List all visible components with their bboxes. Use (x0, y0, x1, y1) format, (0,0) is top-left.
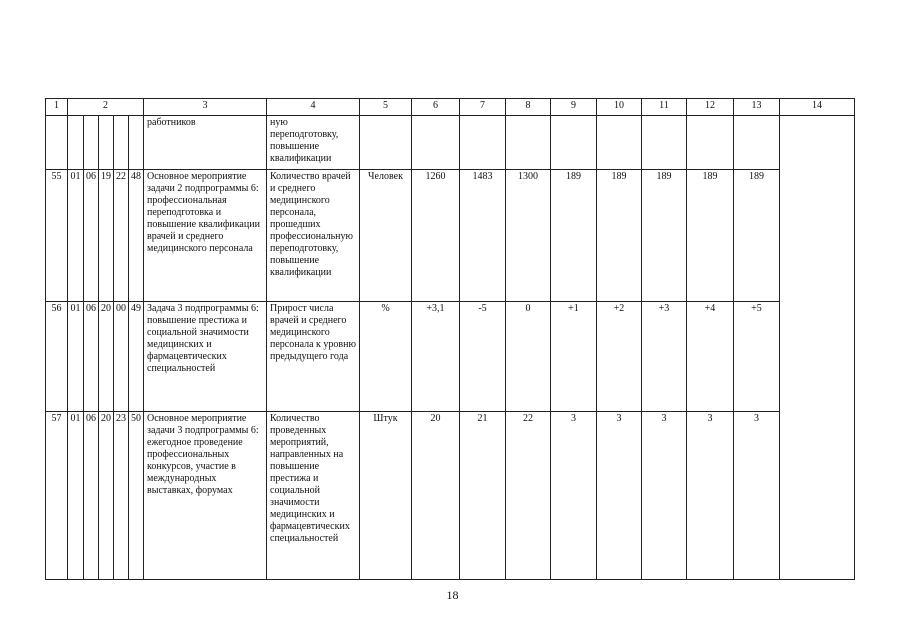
unit-cell (360, 116, 412, 170)
indicator-cell: ную переподготовку, повышение квалификации (267, 116, 360, 170)
header-cell: 7 (460, 99, 506, 116)
code-cell: 06 (84, 412, 99, 580)
value-cell: 0 (506, 302, 551, 412)
value-cell: 189 (734, 170, 780, 302)
value-cell: 189 (642, 170, 687, 302)
value-cell (551, 116, 597, 170)
code-cell: 01 (68, 412, 84, 580)
header-row (46, 99, 855, 116)
code-cell: 00 (114, 302, 129, 412)
code-cell: 48 (129, 170, 144, 302)
table-body (46, 99, 855, 580)
value-cell: +3,1 (412, 302, 460, 412)
value-cell: +4 (687, 302, 734, 412)
code-cell (84, 116, 99, 170)
value-cell (460, 116, 506, 170)
value-cell: 1483 (460, 170, 506, 302)
value-cell (597, 116, 642, 170)
code-cell (99, 116, 114, 170)
value-cell: 189 (551, 170, 597, 302)
value-cell: 189 (597, 170, 642, 302)
unit-cell: Человек (360, 170, 412, 302)
code-cell: 22 (114, 170, 129, 302)
code-cell: 20 (99, 412, 114, 580)
header-cell: 11 (642, 99, 687, 116)
unit-cell: Штук (360, 412, 412, 580)
value-cell: 3 (597, 412, 642, 580)
value-cell: 1300 (506, 170, 551, 302)
header-cell: 10 (597, 99, 642, 116)
code-cell: 55 (46, 170, 68, 302)
table-row (46, 302, 855, 412)
value-cell: -5 (460, 302, 506, 412)
code-cell: 50 (129, 412, 144, 580)
name-cell: Основное мероприятие задачи 2 подпрограммы 6: профессиональная переподготовка и повышение квалификации врачей и среднего медицинского персонала (144, 170, 267, 302)
value-cell: 3 (734, 412, 780, 580)
code-cell: 06 (84, 302, 99, 412)
header-cell: 12 (687, 99, 734, 116)
code-cell: 06 (84, 170, 99, 302)
code-cell (68, 116, 84, 170)
name-cell: работников (144, 116, 267, 170)
value-cell: 3 (642, 412, 687, 580)
column-14-cell (780, 116, 855, 580)
value-cell: 20 (412, 412, 460, 580)
value-cell (506, 116, 551, 170)
code-cell: 19 (99, 170, 114, 302)
code-cell: 23 (114, 412, 129, 580)
value-cell: +3 (642, 302, 687, 412)
value-cell (412, 116, 460, 170)
table-row (46, 170, 855, 302)
name-cell: Задача 3 подпрограммы 6: повышение престижа и социальной значимости медицинских и фармацевтических специальностей (144, 302, 267, 412)
code-cell: 20 (99, 302, 114, 412)
value-cell (687, 116, 734, 170)
page-number: 18 (446, 588, 459, 602)
table-row (46, 412, 855, 580)
header-cell: 14 (780, 99, 855, 116)
code-cell (114, 116, 129, 170)
value-cell (642, 116, 687, 170)
value-cell: 3 (551, 412, 597, 580)
name-cell: Основное мероприятие задачи 3 подпрограммы 6: ежегодное проведение профессиональных конкурсов, участие в международных выставках, форумах (144, 412, 267, 580)
unit-cell: % (360, 302, 412, 412)
header-cell: 1 (46, 99, 68, 116)
header-cell: 4 (267, 99, 360, 116)
value-cell: 22 (506, 412, 551, 580)
code-cell: 56 (46, 302, 68, 412)
header-cell: 3 (144, 99, 267, 116)
value-cell: +1 (551, 302, 597, 412)
header-cell: 2 (68, 99, 144, 116)
value-cell (734, 116, 780, 170)
code-cell (129, 116, 144, 170)
header-cell: 6 (412, 99, 460, 116)
value-cell: 1260 (412, 170, 460, 302)
code-cell: 49 (129, 302, 144, 412)
code-cell: 57 (46, 412, 68, 580)
value-cell: 21 (460, 412, 506, 580)
indicator-cell: Количество врачей и среднего медицинского персонала, прошедших профессиональную переподготовку, повышение квалификации (267, 170, 360, 302)
table-row (46, 116, 855, 170)
value-cell: 3 (687, 412, 734, 580)
header-cell: 5 (360, 99, 412, 116)
indicator-cell: Прирост числа врачей и среднего медицинского персонала к уровню предыдущего года (267, 302, 360, 412)
header-cell: 13 (734, 99, 780, 116)
value-cell: 189 (687, 170, 734, 302)
code-cell: 01 (68, 302, 84, 412)
indicator-cell: Количество проведенных мероприятий, направленных на повышение престижа и социальной значимости медицинских и фармацевтических специальностей (267, 412, 360, 580)
indicator-table (45, 98, 855, 580)
value-cell: +5 (734, 302, 780, 412)
header-cell: 8 (506, 99, 551, 116)
code-cell (46, 116, 68, 170)
code-cell: 01 (68, 170, 84, 302)
value-cell: +2 (597, 302, 642, 412)
header-cell: 9 (551, 99, 597, 116)
